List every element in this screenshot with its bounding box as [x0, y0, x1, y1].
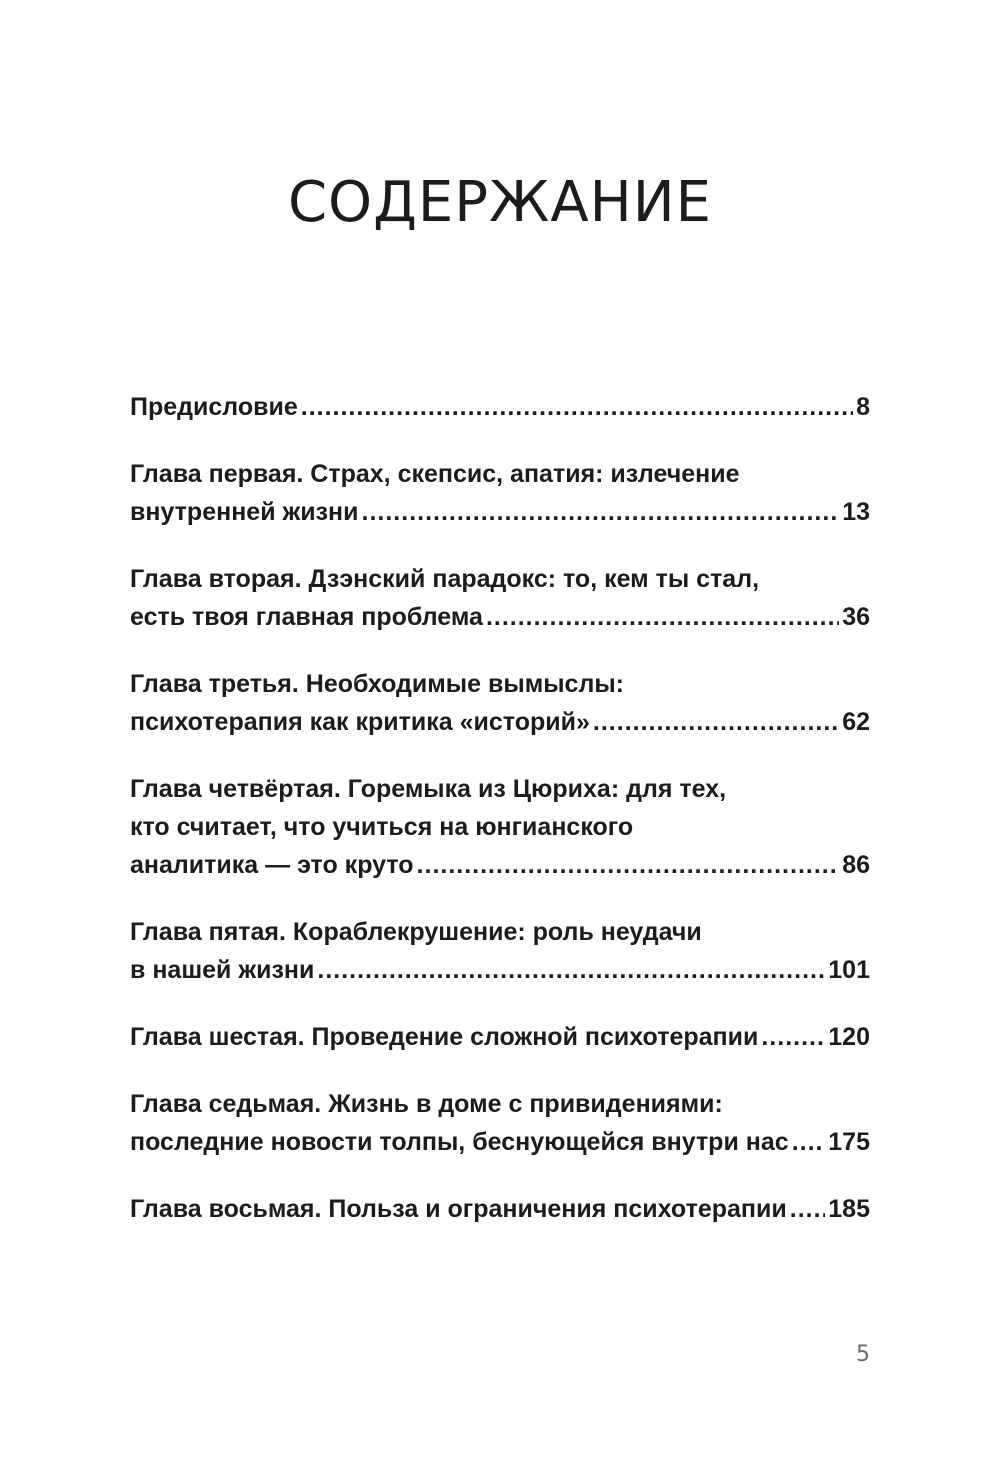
toc-page-number: 13 [842, 498, 870, 526]
dot-leader [761, 1018, 825, 1056]
toc-entry-title: в нашей жизни [130, 956, 315, 984]
toc-entry-title: последние новости толпы, беснующейся внутри нас [130, 1128, 789, 1156]
dot-leader [417, 846, 840, 884]
toc-page-number: 101 [828, 956, 870, 984]
toc-entry-title: есть твоя главная проблема [130, 603, 483, 631]
toc-entry-chapter-1[interactable] [130, 455, 870, 531]
toc-entry-chapter-7[interactable] [130, 1085, 870, 1161]
toc-entry-title: Глава четвёртая. Горемыка из Цюриха: для тех, [130, 775, 727, 803]
toc-entry-title: аналитика — это круто [130, 851, 414, 879]
dot-leader [790, 1190, 826, 1228]
toc-entry-title: психотерапия как критика «историй» [130, 708, 590, 736]
toc-entry-title: Глава пятая. Кораблекрушение: роль неудачи [130, 918, 702, 946]
page-number: 5 [856, 1342, 870, 1367]
toc-entry-title: Глава вторая. Дзэнский парадокс: то, кем ты стал, [130, 565, 760, 593]
toc-entry-chapter-6[interactable] [130, 1018, 870, 1056]
toc-entry-chapter-2[interactable] [130, 560, 870, 636]
table-of-contents [130, 388, 870, 1228]
toc-page-number: 175 [828, 1128, 870, 1156]
dot-leader [301, 388, 853, 426]
toc-entry-chapter-8[interactable] [130, 1190, 870, 1228]
toc-entry-title: внутренней жизни [130, 498, 359, 526]
toc-entry-title: Глава третья. Необходимые вымыслы: [130, 670, 625, 698]
toc-entry-preface[interactable] [130, 388, 870, 426]
toc-page-number: 86 [842, 851, 870, 879]
toc-page-number: 62 [842, 708, 870, 736]
dot-leader [593, 703, 839, 741]
page-title: СОДЕРЖАНИЕ [287, 170, 713, 235]
dot-leader [792, 1123, 826, 1161]
toc-entry-title: Предисловие [130, 393, 298, 421]
toc-page-number: 36 [842, 603, 870, 631]
toc-entry-title: Глава седьмая. Жизнь в доме с привидениями: [130, 1090, 723, 1118]
toc-entry-chapter-4[interactable] [130, 770, 870, 884]
toc-page-number: 8 [856, 393, 870, 421]
toc-entry-title: кто считает, что учиться на юнгианского [130, 813, 634, 841]
toc-entry-chapter-5[interactable] [130, 913, 870, 989]
dot-leader [362, 493, 840, 531]
dot-leader [486, 598, 839, 636]
toc-entry-chapter-3[interactable] [130, 665, 870, 741]
toc-entry-title: Глава первая. Страх, скепсис, апатия: излечение [130, 460, 740, 488]
toc-entry-title: Глава восьмая. Польза и ограничения психотерапии [130, 1195, 787, 1223]
toc-entry-title: Глава шестая. Проведение сложной психотерапии [130, 1023, 759, 1051]
dot-leader [317, 951, 825, 989]
toc-page-number: 185 [828, 1195, 870, 1223]
toc-page-number: 120 [828, 1023, 870, 1051]
